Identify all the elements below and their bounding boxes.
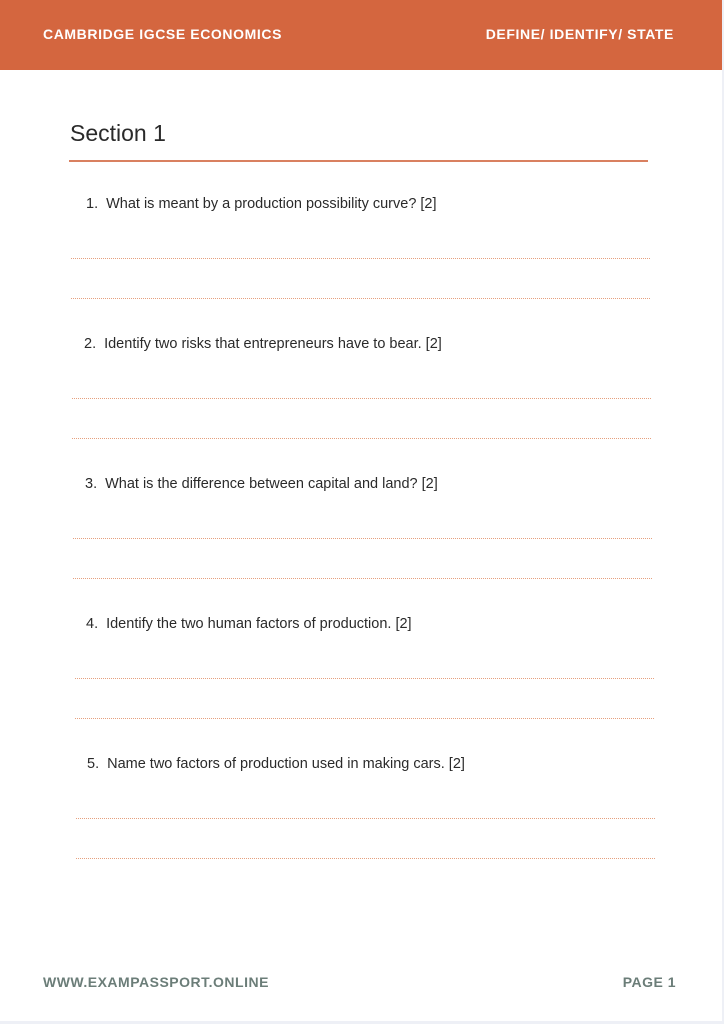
answer-line[interactable]	[71, 258, 650, 259]
question-number: 2.	[84, 336, 97, 352]
question-text: What is the difference between capital and land? [2]	[105, 476, 438, 492]
question-3	[85, 476, 438, 492]
worksheet-type: DEFINE/ IDENTIFY/ STATE	[485, 26, 674, 42]
question-2	[84, 336, 442, 352]
answer-line[interactable]	[73, 538, 652, 539]
question-4	[86, 616, 412, 632]
answer-line[interactable]	[75, 678, 654, 679]
question-text: Name two factors of production used in making cars. [2]	[107, 756, 465, 772]
answer-line[interactable]	[75, 718, 654, 719]
section-divider	[69, 160, 648, 162]
answer-line[interactable]	[76, 858, 655, 859]
page-number: PAGE 1	[622, 974, 676, 990]
answer-line[interactable]	[73, 578, 652, 579]
question-text: Identify two risks that entrepreneurs have to bear. [2]	[104, 336, 442, 352]
answer-line[interactable]	[76, 818, 655, 819]
answer-line[interactable]	[72, 398, 651, 399]
question-text: What is meant by a production possibility curve? [2]	[106, 196, 437, 212]
question-number: 3.	[85, 476, 98, 492]
answer-line[interactable]	[72, 438, 651, 439]
header-bar	[0, 0, 722, 70]
answer-line[interactable]	[71, 298, 650, 299]
course-title: CAMBRIDGE IGCSE ECONOMICS	[43, 26, 283, 42]
question-5	[87, 756, 465, 772]
section-title: Section 1	[70, 120, 166, 146]
question-number: 4.	[86, 616, 99, 632]
website-url[interactable]: WWW.EXAMPASSPORT.ONLINE	[43, 974, 269, 990]
question-number: 5.	[87, 756, 100, 772]
question-text: Identify the two human factors of production. [2]	[106, 616, 412, 632]
question-1	[86, 196, 437, 212]
question-number: 1.	[86, 196, 99, 212]
